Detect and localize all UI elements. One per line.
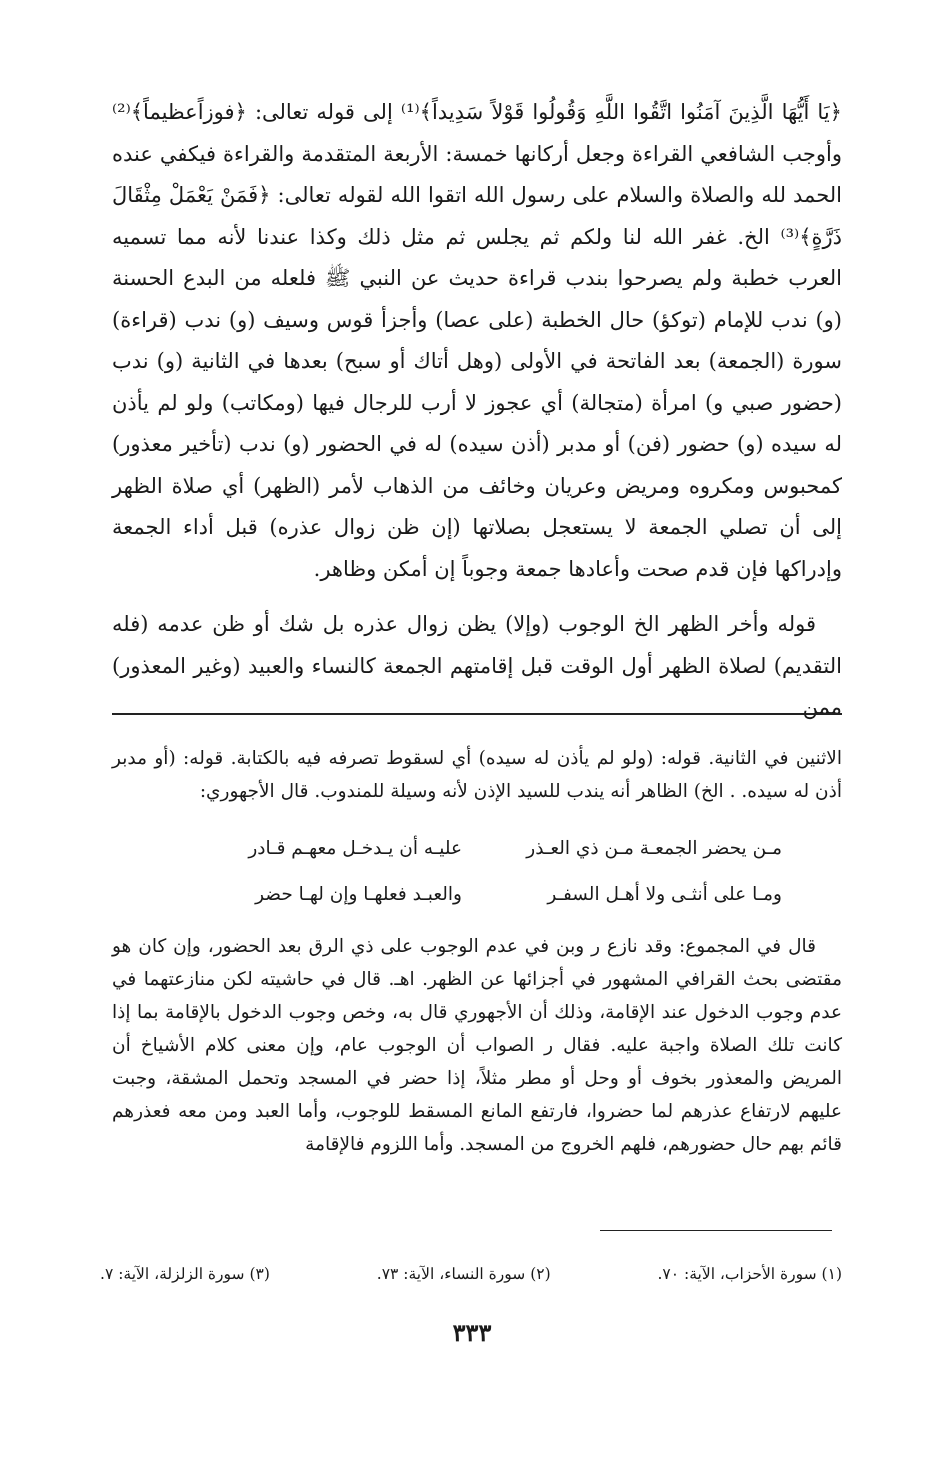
footnote-3: (٣) سورة الزلزلة، الآية: ٧.	[100, 1265, 270, 1283]
verse-second-hemistich: والعبـد فعلهـا وإن لهـا حضر	[255, 884, 462, 905]
main-paragraph-1: ﴿يَا أَيُّهَا الَّذِينَ آمَنُوا اتَّقُوا اللَّهِ وَقُولُوا قَوْلاً سَدِيداً﴾⁽¹⁾ إلى قوله تعالى: ﴿فوزاًعظيماً﴾⁽²⁾ وأوجب الشافعي القراءة وجعل أركانها خمسة: الأربعة المتقدمة والقراءة فيكفي عنده الحمد لله والصلاة والسلام على رسول الله اتقوا الله لقوله تعالى: ﴿فَمَنْ يَعْمَلْ مِثْقَالَ ذَرَّةٍ﴾⁽³⁾ الخ. غفر الله لنا ولكم ثم يجلس ثم مثل ذلك وكذا عندنا لأنه مما تسميه العرب خطبة ولم يصرحوا بندب قراءة حديث عن النبي ﷺ فلعله من البدع الحسنة (و) ندب للإمام (توكؤ) حال الخطبة (على عصا) وأجزأ قوس وسيف (و) ندب (قراءة) سورة (الجمعة) بعد الفاتحة في الأولى (وهل أتاك أو سبح) بعدها في الثانية (و) ندب (حضور صبي و) امرأة (متجالة) أي عجوز لا أرب للرجال فيها (ومكاتب) ولو لم يأذن له سيده (و) حضور (فن) أو مدبر (أذن سيده) له في الحضور (و) ندب (تأخير معذور) كمحبوس ومكروه ومريض وعريان وخائف من الذهاب لأمر (الظهر) أي صلاة الظهر إلى أن تصلي الجمعة لا يستعجل بصلاتها (إن ظن زوال عذره) قبل أداء الجمعة وإدراكها فإن قدم صحت وأعادها جمعة وجوباً إن أمكن وظاهر.	[112, 100, 842, 581]
verse-second-hemistich: عليـه أن يـدخـل معهـم قـادر	[248, 838, 462, 859]
verse-line	[112, 826, 842, 872]
poem-verses	[112, 826, 842, 918]
verse-line	[112, 872, 842, 918]
main-paragraph-2: قوله وأخر الظهر الخ الوجوب (وإلا) يظن زوال عذره بل شك أو ظن عدمه (فله التقديم) لصلاة الظهر أول الوقت قبل إقامتهم الجمعة كالنساء والعبيد (وغير المعذور) ممن	[112, 612, 842, 719]
footnotes	[100, 1262, 842, 1286]
footnote-2: (٢) سورة النساء، الآية: ٧٣.	[376, 1265, 551, 1283]
commentary-body: قال في المجموع: وقد نازع ر وبن في عدم الوجوب على ذي الرق بعد الحضور، وإن كان هو مقتضى بحث القرافي المشهور في أجزائها عن الظهر. اهـ. قال في حاشيته لكن منازعتهما في عدم وجوب الدخول عند الإقامة، وذلك أن الأجهوري قال به، وخص وجوب الدخول بالإقامة بما إذا كانت تلك الصلاة واجبة عليه. فقال ر الصواب أن الوجوب عام، وإن معنى كلام الأشياخ أن المريض والمعذور بخوف أو وحل أو مطر مثلاً، إذا حضر في المسجد وتحمل المشقة، وجبت عليهم لارتفاع عذرهم لما حضروا، فارتفع المانع المسقط للوجوب، وأما العبد ومن معه فعذرهم قائم بهم حال حضورهم، فلهم الخروج من المسجد. وأما اللزوم فالإقامة	[112, 936, 842, 1155]
verse-first-hemistich: مـن يحضر الجمعـة مـن ذي العـذر	[526, 838, 782, 859]
main-text	[112, 92, 842, 729]
footnote-divider	[600, 1230, 832, 1231]
footnote-1: (١) سورة الأحزاب، الآية: ٧٠.	[657, 1265, 842, 1283]
page-number: ٣٣٣	[452, 1318, 492, 1347]
commentary	[112, 742, 842, 1161]
commentary-intro: الاثنين في الثانية. قوله: (ولو لم يأذن له سيده) أي لسقوط تصرفه فيه بالكتابة. قوله: (أو مدبر أذن له سيده. . الخ) الظاهر أنه يندب للسيد الإذن لأنه وسيلة للمندوب. قال الأجهوري:	[112, 748, 842, 802]
main-text-divider	[112, 713, 842, 715]
verse-first-hemistich: ومـا على أنثـى ولا أهـل السفـر	[547, 884, 782, 905]
